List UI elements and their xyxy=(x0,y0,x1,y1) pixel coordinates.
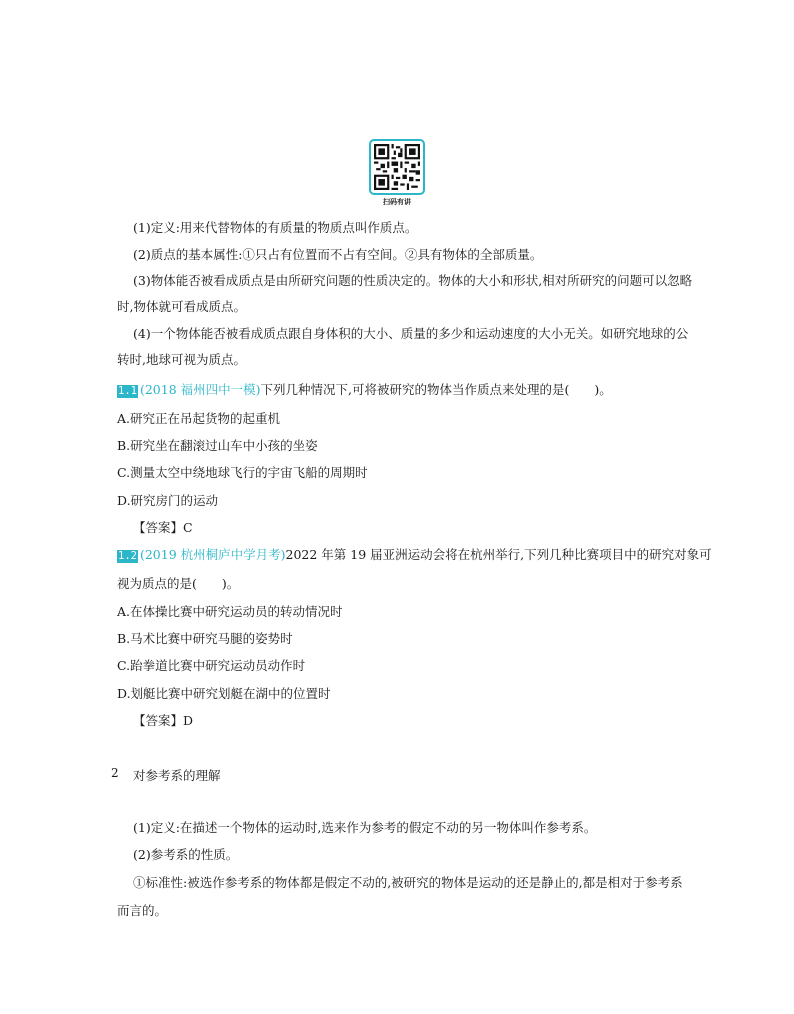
question-1-2 xyxy=(117,547,712,563)
question-source: (2018 福州四中一模) xyxy=(139,382,261,397)
option-a: A.研究正在吊起货物的起重机 xyxy=(117,411,281,426)
question-source: (2019 杭州桐庐中学月考) xyxy=(139,547,286,562)
option-a: A.在体操比赛中研究运动员的转动情况时 xyxy=(117,604,343,619)
section1-p4-line1: (4)一个物体能否被看成质点跟自身体积的大小、质量的多少和运动速度的大小无关。如研究地球的公 xyxy=(133,326,689,341)
option-b: B.马术比赛中研究马腿的姿势时 xyxy=(117,631,293,646)
question-tag: 1.2 xyxy=(118,550,137,562)
section2-p3-line1: ①标准性:被选作参考系的物体都是假定不动的,被研究的物体是运动的还是静止的,都是相对于参考系 xyxy=(133,875,683,890)
question-stem: 2022 年第 19 届亚洲运动会将在杭州举行,下列几种比赛项目中的研究对象可 xyxy=(285,547,712,562)
qr-code-icon[interactable] xyxy=(369,139,425,195)
option-d: D.划艇比赛中研究划艇在湖中的位置时 xyxy=(117,686,331,701)
answer: 【答案】C xyxy=(133,520,193,535)
section2-properties: (2)参考系的性质。 xyxy=(133,847,239,862)
option-d: D.研究房门的运动 xyxy=(117,493,219,508)
section-number: 2 xyxy=(111,766,119,780)
section1-p3-line1: (3)物体能否被看成质点是由所研究问题的性质决定的。物体的大小和形状,相对所研究的问题可以忽略 xyxy=(133,273,693,288)
option-c: C.测量太空中绕地球飞行的宇宙飞船的周期时 xyxy=(117,465,368,480)
option-b: B.研究坐在翻滚过山车中小孩的坐姿 xyxy=(117,438,318,453)
qr-code-block[interactable] xyxy=(366,139,428,207)
section1-properties: (2)质点的基本属性:①只占有位置而不占有空间。②具有物体的全部质量。 xyxy=(133,247,543,262)
question-1-1 xyxy=(117,382,612,398)
answer: 【答案】D xyxy=(133,713,194,728)
section2-p3-line2: 而言的。 xyxy=(117,903,168,918)
section1-p4-line2: 转时,地球可视为质点。 xyxy=(117,352,246,367)
option-c: C.跆拳道比赛中研究运动员动作时 xyxy=(117,658,306,673)
section1-p3-line2: 时,物体就可看成质点。 xyxy=(117,299,246,314)
question-stem-line2: 视为质点的是( )。 xyxy=(117,576,240,591)
qr-caption: 扫码有讲 xyxy=(383,198,411,206)
qr-pattern xyxy=(374,144,420,190)
section2-definition: (1)定义:在描述一个物体的运动时,选来作为参考的假定不动的另一物体叫作参考系。 xyxy=(133,820,597,835)
section-title: 对参考系的理解 xyxy=(133,768,221,783)
section1-definition: (1)定义:用来代替物体的有质量的物质点叫作质点。 xyxy=(133,220,418,235)
question-stem: 下列几种情况下,可将被研究的物体当作质点来处理的是( )。 xyxy=(260,382,612,397)
question-tag: 1.1 xyxy=(118,385,137,397)
